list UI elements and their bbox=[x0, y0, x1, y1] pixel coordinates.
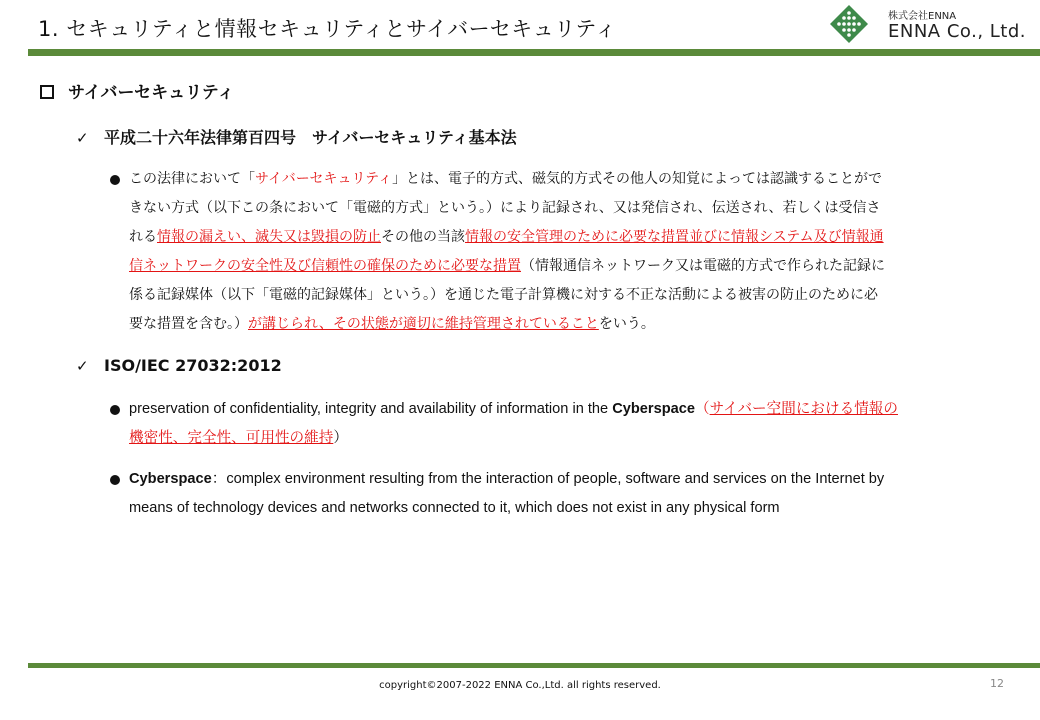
footer-divider bbox=[28, 663, 1040, 668]
text-line: 信ネットワークの安全性及び信頼性の確保のために必要な措置（情報通信ネットワーク又は電磁的方式で作られた記録に bbox=[129, 258, 885, 274]
text-line: means of technology devices and networks connected to it, which does not exist in any physical form bbox=[129, 500, 780, 516]
check-item-iso bbox=[76, 356, 282, 375]
text-line: れる情報の漏えい、滅失又は毀損の防止その他の当該情報の安全管理のために必要な措置並びに情報システム及び情報通 bbox=[129, 229, 884, 245]
bullet-iso-definition-text bbox=[129, 395, 898, 453]
text-line: この法律において「サイバーセキュリティ」とは、電子的方式、磁気的方式その他人の知覚によっては認識することがで bbox=[129, 171, 883, 187]
bullet-dot-icon bbox=[110, 405, 120, 415]
check-item-law bbox=[76, 125, 517, 148]
dot-matrix-logo-icon bbox=[830, 5, 868, 43]
logo-company-name-en: ENNA Co., Ltd. bbox=[888, 21, 1027, 42]
checkmark-icon: ✓ bbox=[76, 129, 89, 147]
bullet-law-definition-text bbox=[129, 165, 885, 339]
check-item-iso-text: ISO/IEC 27032:2012 bbox=[104, 356, 282, 375]
page-number: 12 bbox=[990, 677, 1004, 690]
bullet-dot-icon bbox=[110, 475, 120, 485]
bullet-cyberspace-definition-text bbox=[129, 465, 884, 523]
text-line: 係る記録媒体（以下「電磁的記録媒体」という。）を通じた電子計算機に対する不正な活動による被害の防止のために必 bbox=[129, 287, 878, 303]
text-line: 要な措置を含む。）が講じられ、その状態が適切に維持管理されていることをいう。 bbox=[129, 316, 655, 332]
text-line: きない方式（以下この条において「電磁的方式」という。）により記録され、又は発信され、伝送され、若しくは受信さ bbox=[129, 200, 881, 216]
checkmark-icon: ✓ bbox=[76, 357, 89, 375]
text-line: 機密性、完全性、可用性の維持） bbox=[129, 430, 348, 446]
bullet-dot-icon bbox=[110, 175, 120, 185]
copyright-text: copyright©2007-2022 ENNA Co.,Ltd. all rights reserved. bbox=[379, 680, 661, 691]
text-line: Cyberspace：complex environment resulting from the interaction of people, software and services on the Internet by bbox=[129, 471, 885, 487]
section-heading bbox=[40, 78, 234, 103]
company-logo bbox=[830, 5, 1035, 45]
square-bullet-icon bbox=[40, 85, 54, 99]
header-divider bbox=[28, 49, 1040, 56]
section-heading-text: サイバーセキュリティ bbox=[68, 83, 235, 103]
check-item-law-text: 平成二十六年法律第百四号 サイバーセキュリティ基本法 bbox=[104, 128, 517, 147]
text-line: preservation of confidentiality, integrity and availability of information in the Cyberspace（サイバー空間における情報の bbox=[129, 401, 898, 417]
slide-title: 1. セキュリティと情報セキュリティとサイバーセキュリティ bbox=[38, 17, 617, 41]
logo-company-name-jp: 株式会社ENNA bbox=[888, 11, 957, 22]
